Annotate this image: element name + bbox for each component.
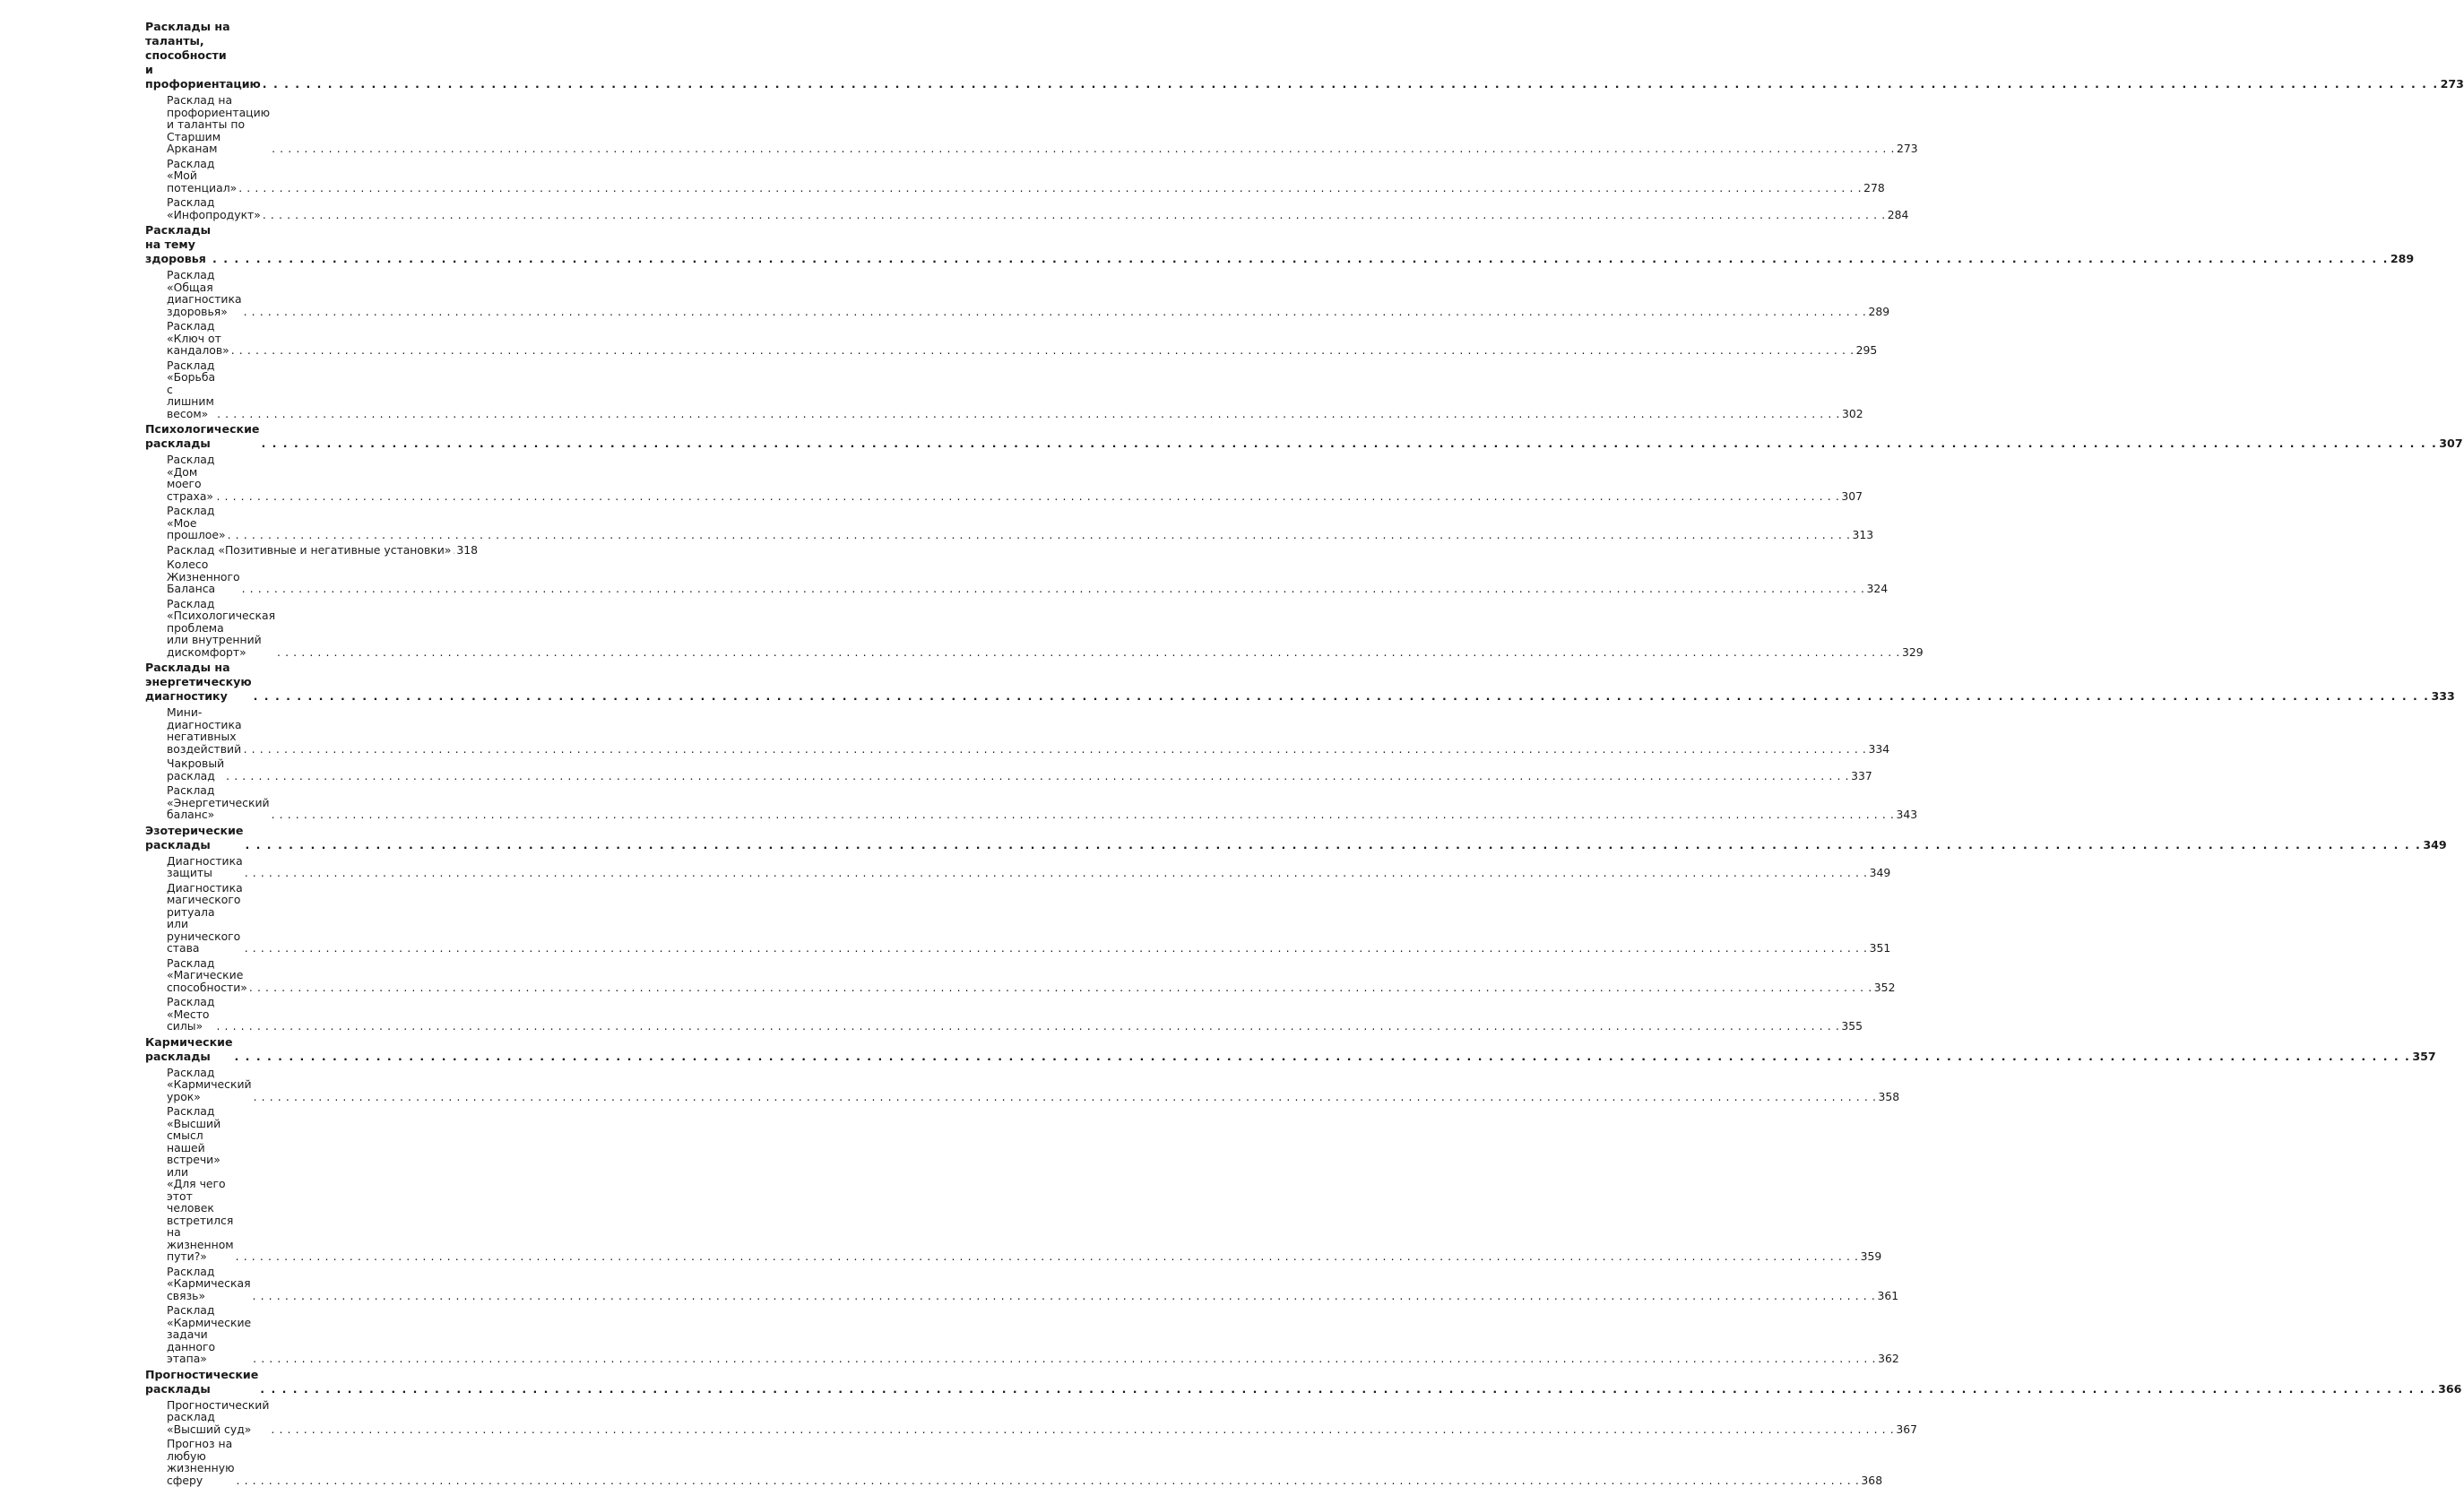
dot-leader: . . . . . . . . . . . . . . . . . . . . . . . . . . . . . . . . . . . . . . . . . . . . . . . . . . . . . . . . . . . . . . . . . . . . . . . . . . . . . . . . . . . . . . . . . . . . . . . . . . . . . . . . . . . . . . . . . . . . . . . . . . . . . . . . . . . . . . . . . . . . . . . . . . . . . . . . . . . . . . . . . . . . . . . . . . . . . . . . . . . . . . . . . . . . . . . . . . . . . . . . [261,437,2438,450]
toc-entry [145,195,1909,221]
dot-leader: . . . . . . . . . . . . . . . . . . . . . . . . . . . . . . . . . . . . . . . . . . . . . . . . . . . . . . . . . . . . . . . . . . . . . . . . . . . . . . . . . . . . . . . . . . . . . . . . . . . . . . . . . . . . . . . . . . . . . . . . . . . . . . . . . . . . . . . . . . . . . . . . . . . . . . . . . . . . . . . . . . . . . . . . . . . . . . . . . . . . . . . . . . . . . . . . . . . . . . . . [245,837,2422,852]
toc-entry [145,504,1874,541]
toc-entry-page-number: 273 [1897,142,1918,155]
toc-entry [145,453,1863,503]
dot-leader: . . . . . . . . . . . . . . . . . . . . . . . . . . . . . . . . . . . . . . . . . . . . . . . . . . . . . . . . . . . . . . . . . . . . . . . . . . . . . . . . . . . . . . . . . . . . . . . . . . . . . . . . . . . . . . . . . . . . . . . . . . . . . . . . . . . . . . . . . . . . . . . . . . . . . . . . . . . . . . . . . . . . . . . . . . . . . . . . . . . . . . . . . . . . . . . . . . . . . . . . [234,1049,2411,1063]
dot-leader: . . . . . . . . . . . . . . . . . . . . . . . . . . . . . . . . . . . . . . . . . . . . . . . . . . . . . . . . . . . . . . . . . . . . . . . . . . . . . . . . . . . . . . . . . . . . . . . . . . . . . . . . . . . . . . . . . . . . . . . . . . . . . . . . . . . . . . . . . . . . . . . . . . . . . . . . . . . . . . . . . . . . . . . . . . . . . . . . . . . . . . . . . . . . . . . . . . . . . . . . [271,808,1895,821]
toc-entry-title: Прогностический расклад «Высший суд» [167,1397,270,1436]
toc-section-heading [145,823,2447,852]
toc-entry-page-number: 324 [1866,582,1889,595]
toc-entry [145,955,1896,994]
toc-entry [145,995,1863,1033]
toc-entry [145,358,1863,420]
dot-leader: . . . . . . . . . . . . . . . . . . . . . . . . . . . . . . . . . . . . . . . . . . . . . . . . . . . . . . . . . . . . . . . . . . . . . . . . . . . . . . . . . . . . . . . . . . . . . . . . . . . . . . . . . . . . . . . . . . . . . . . . . . . . . . . . . . . . . . . . . . . . . . . . . . . . . . . . . . . . . . . . . . . . . . . . . . . . . . . . . . . . . . . . . . . . . . . . . . . . . . . . [253,1089,1877,1103]
dot-leader: . . . . . . . . . . . . . . . . . . . . . . . . . . . . . . . . . . . . . . . . . . . . . . . . . . . . . . . . . . . . . . . . . . . . . . . . . . . . . . . . . . . . . . . . . . . . . . . . . . . . . . . . . . . . . . . . . . . . . . . . . . . . . . . . . . . . . . . . . . . . . . . . . . . . . . . . . . . . . . . . . . . . . . . . . . . . . . . . . . . . . . . . . . . . . . . . . . . . . . . . [243,304,1867,318]
toc-entry-title: Расклад «Психологическая проблема или внутренний дискомфорт» [167,596,276,659]
toc-entry [145,705,1890,756]
toc-section-heading-page-number: 349 [2423,837,2447,852]
toc-entry [145,880,1891,955]
toc-entry-title: Расклад «Мое прошлое» [167,504,226,541]
toc-section-heading-page-number: 366 [2438,1381,2462,1396]
toc-entry-title: Расклад «Позитивные и негативные установки» [167,542,452,557]
toc-entry-title: Расклад «Высший смысл нашей встречи» или «Для чего этот человек встретился на жизненном пути?» [167,1104,234,1263]
toc-entry [145,544,478,557]
toc-section-heading-page-number: 307 [2439,437,2463,450]
toc-entry-title: Расклад «Мой потенциал» [167,156,238,195]
toc-section-heading-title: Прогностические расклады [145,1367,259,1396]
toc-entry-title: Расклад на профориентацию и таланты по Старшим Арканам [167,93,271,155]
dot-leader: . . . . . . . . . . . . . . . . . . . . . . . . . . . . . . . . . . . . . . . . . . . . . . . . . . . . . . . . . . . . . . . . . . . . . . . . . . . . . . . . . . . . . . . . . . . . . . . . . . . . . . . . . . . . . . . . . . . . . . . . . . . . . . . . . . . . . . . . . . . . . . . . . . . . . . . . . . . . . . . . . . . . . . . . . . . . . . . . . . . . . . . . . . . . . . . . . . . . . . . . [272,142,1896,155]
dot-leader: . . . . . . . . . . . . . . . . . . . . . . . . . . . . . . . . . . . . . . . . . . . . . . . . . . . . . . . . . . . . . . . . . . . . . . . . . . . . . . . . . . . . . . . . . . . . . . . . . . . . . . . . . . . . . . . . . . . . . . . . . . . . . . . . . . . . . . . . . . . . . . . . . . . . . . . . . . . . . . . . . . . . . . . . . . . . . . . . . . . . . . . . . . . . . . . . . . . . . . . . [253,1352,1877,1365]
dot-leader: . . . . . . . . . . . . . . . . . . . . . . . . . . . . . . . . . . . . . . . . . . . . . . . . . . . . . . . . . . . . . . . . . . . . . . . . . . . . . . . . . . . . . . . . . . . . . . . . . . . . . . . . . . . . . . . . . . . . . . . . . . . . . . . . . . . . . . . . . . . . . . . . . . . . . . . . . . . . . . . . . . . . . . . . . . . . . . . . . . . . . . . . . . . . . . . . . . . . . . . . [260,1381,2437,1396]
toc-section-heading [145,661,2455,704]
toc-section-heading [145,1367,2462,1396]
toc-entry-page-number: 278 [1863,180,1885,195]
toc-entry-title: Расклад «Кармические задачи данного этапа» [167,1303,252,1365]
toc-entry [145,1264,1899,1302]
dot-leader: . . . . . . . . . . . . . . . . . . . . . . . . . . . . . . . . . . . . . . . . . . . . . . . . . . . . . . . . . . . . . . . . . . . . . . . . . . . . . . . . . . . . . . . . . . . . . . . . . . . . . . . . . . . . . . . . . . . . . . . . . . . . . . . . . . . . . . . . . . . . . . . . . . . . . . . . . . . . . . . . . . . . . . . . . . . . . . . . . . . . . . . . . . . . . . . . . . . . . . . . [248,980,1872,994]
toc-entry [145,1104,1882,1263]
dot-leader: . . . . . . . . . . . . . . . . . . . . . . . . . . . . . . . . . . . . . . . . . . . . . . . . . . . . . . . . . . . . . . . . . . . . . . . . . . . . . . . . . . . . . . . . . . . . . . . . . . . . . . . . . . . . . . . . . . . . . . . . . . . . . . . . . . . . . . . . . . . . . . . . . . . . . . . . . . . . . . . . . . . . . . . . . . . . . . . . . . . . . . . . . . . . . . . . . . . . . . . . [230,343,1854,357]
table-of-contents [145,20,2464,1487]
toc-entry [145,1397,1917,1436]
toc-entry-title: Колесо Жизненного Баланса [167,558,240,595]
toc-section-heading [145,1034,2436,1064]
toc-entry-title: Расклад «Место силы» [167,995,215,1033]
dot-leader: . . . . . . . . . . . . . . . . . . . . . . . . . . . . . . . . . . . . . . . . . . . . . . . . . . . . . . . . . . . . . . . . . . . . . . . . . . . . . . . . . . . . . . . . . . . . . . . . . . . . . . . . . . . . . . . . . . . . . . . . . . . . . . . . . . . . . . . . . . . . . . . . . . . . . . . . . . . . . . . . . . . . . . . . . . . . . . . . . . . . . . . . . . . . . . . . . . . . . . . . [271,1422,1895,1436]
toc-entry-title: Чакровый расклад [167,756,225,782]
dot-leader: . . . . . . . . . . . . . . . . . . . . . . . . . . . . . . . . . . . . . . . . . . . . . . . . . . . . . . . . . . . . . . . . . . . . . . . . . . . . . . . . . . . . . . . . . . . . . . . . . . . . . . . . . . . . . . . . . . . . . . . . . . . . . . . . . . . . . . . . . . . . . . . . . . . . . . . . . . . . . . . . . . . . . . . . . . . . . . . . . . . . . . . . . . . . . . . . . . . . . . . . [235,1249,1859,1263]
dot-leader [453,544,454,557]
toc-section-heading-page-number: 289 [2390,252,2415,265]
toc-entry-title: Расклад «Дом моего страха» [167,453,215,503]
dot-leader: . . . . . . . . . . . . . . . . . . . . . . . . . . . . . . . . . . . . . . . . . . . . . . . . . . . . . . . . . . . . . . . . . . . . . . . . . . . . . . . . . . . . . . . . . . . . . . . . . . . . . . . . . . . . . . . . . . . . . . . . . . . . . . . . . . . . . . . . . . . . . . . . . . . . . . . . . . . . . . . . . . . . . . . . . . . . . . . . . . . . . . . . . . . . . . . . . . . . . . . . [253,689,2430,703]
toc-entry [145,596,1924,659]
toc-entry-page-number: 351 [1869,941,1891,955]
toc-entry-page-number: 329 [1901,644,1924,659]
toc-entry-page-number: 337 [1851,768,1872,782]
toc-entry-title: Мини-диагностика негативных воздействий [167,705,242,756]
dot-leader: . . . . . . . . . . . . . . . . . . . . . . . . . . . . . . . . . . . . . . . . . . . . . . . . . . . . . . . . . . . . . . . . . . . . . . . . . . . . . . . . . . . . . . . . . . . . . . . . . . . . . . . . . . . . . . . . . . . . . . . . . . . . . . . . . . . . . . . . . . . . . . . . . . . . . . . . . . . . . . . . . . . . . . . . . . . . . . . . . . . . . . . . . . . . . . . . . . . . . . . . [252,1288,1876,1302]
toc-entry-page-number: 368 [1861,1473,1883,1487]
dot-leader: . . . . . . . . . . . . . . . . . . . . . . . . . . . . . . . . . . . . . . . . . . . . . . . . . . . . . . . . . . . . . . . . . . . . . . . . . . . . . . . . . . . . . . . . . . . . . . . . . . . . . . . . . . . . . . . . . . . . . . . . . . . . . . . . . . . . . . . . . . . . . . . . . . . . . . . . . . . . . . . . . . . . . . . . . . . . . . . . . . . . . . . . . . . . . . . . . . . . . . . . [238,180,1863,195]
toc-entry [145,319,1878,357]
toc-entry [145,1303,1899,1365]
toc-entry-title: Расклад «Инфопродукт» [167,195,261,221]
toc-entry [145,156,1885,195]
toc-section-heading-page-number: 357 [2412,1049,2436,1063]
toc-entry-page-number: 302 [1841,406,1863,420]
toc-entry-title: Расклад «Ключ от кандалов» [167,319,229,357]
toc-entry [145,558,1889,595]
toc-entry-title: Расклад «Кармический урок» [167,1065,252,1103]
dot-leader: . . . . . . . . . . . . . . . . . . . . . . . . . . . . . . . . . . . . . . . . . . . . . . . . . . . . . . . . . . . . . . . . . . . . . . . . . . . . . . . . . . . . . . . . . . . . . . . . . . . . . . . . . . . . . . . . . . . . . . . . . . . . . . . . . . . . . . . . . . . . . . . . . . . . . . . . . . . . . . . . . . . . . . . . . . . . . . . . . . . . . . . . . . . . . . . . . . . . . . . . [236,1473,1860,1487]
toc-section-heading-title: Расклады на энергетическую диагностику [145,661,252,703]
dot-leader: . . . . . . . . . . . . . . . . . . . . . . . . . . . . . . . . . . . . . . . . . . . . . . . . . . . . . . . . . . . . . . . . . . . . . . . . . . . . . . . . . . . . . . . . . . . . . . . . . . . . . . . . . . . . . . . . . . . . . . . . . . . . . . . . . . . . . . . . . . . . . . . . . . . . . . . . . . . . . . . . . . . . . . . . . . . . . . . . . . . . . . . . . . . . . . . . . . . . . . . . [262,77,2439,91]
toc-entry-page-number: 313 [1852,528,1874,541]
dot-leader: . . . . . . . . . . . . . . . . . . . . . . . . . . . . . . . . . . . . . . . . . . . . . . . . . . . . . . . . . . . . . . . . . . . . . . . . . . . . . . . . . . . . . . . . . . . . . . . . . . . . . . . . . . . . . . . . . . . . . . . . . . . . . . . . . . . . . . . . . . . . . . . . . . . . . . . . . . . . . . . . . . . . . . . . . . . . . . . . . . . . . . . . . . . . . . . . . . . . . . . . [262,207,1886,221]
dot-leader: . . . . . . . . . . . . . . . . . . . . . . . . . . . . . . . . . . . . . . . . . . . . . . . . . . . . . . . . . . . . . . . . . . . . . . . . . . . . . . . . . . . . . . . . . . . . . . . . . . . . . . . . . . . . . . . . . . . . . . . . . . . . . . . . . . . . . . . . . . . . . . . . . . . . . . . . . . . . . . . . . . . . . . . . . . . . . . . . . . . . . . . . . . . . . . . . . . . . . . . . [244,866,1868,879]
toc-entry-page-number: 352 [1873,980,1896,994]
toc-entry-page-number: 355 [1841,1019,1863,1033]
dot-leader: . . . . . . . . . . . . . . . . . . . . . . . . . . . . . . . . . . . . . . . . . . . . . . . . . . . . . . . . . . . . . . . . . . . . . . . . . . . . . . . . . . . . . . . . . . . . . . . . . . . . . . . . . . . . . . . . . . . . . . . . . . . . . . . . . . . . . . . . . . . . . . . . . . . . . . . . . . . . . . . . . . . . . . . . . . . . . . . . . . . . . . . . . . . . . . . . . . . . . . . . [277,644,1900,659]
toc-entry-page-number: 307 [1841,488,1863,503]
dot-leader: . . . . . . . . . . . . . . . . . . . . . . . . . . . . . . . . . . . . . . . . . . . . . . . . . . . . . . . . . . . . . . . . . . . . . . . . . . . . . . . . . . . . . . . . . . . . . . . . . . . . . . . . . . . . . . . . . . . . . . . . . . . . . . . . . . . . . . . . . . . . . . . . . . . . . . . . . . . . . . . . . . . . . . . . . . . . . . . . . . . . . . . . . . . . . . . . . . . . . . . . [244,941,1868,955]
toc-entry-page-number: 284 [1887,207,1909,221]
toc-section-heading-title: Кармические расклады [145,1034,233,1063]
dot-leader: . . . . . . . . . . . . . . . . . . . . . . . . . . . . . . . . . . . . . . . . . . . . . . . . . . . . . . . . . . . . . . . . . . . . . . . . . . . . . . . . . . . . . . . . . . . . . . . . . . . . . . . . . . . . . . . . . . . . . . . . . . . . . . . . . . . . . . . . . . . . . . . . . . . . . . . . . . . . . . . . . . . . . . . . . . . . . . . . . . . . . . . . . . . . . . . . . . . . . . . . [226,768,1850,782]
toc-entry-page-number: 359 [1860,1249,1882,1263]
toc-entry-page-number: 318 [456,542,478,557]
toc-entry [145,93,1918,155]
toc-entry-page-number: 349 [1869,866,1891,879]
toc-section-heading-title: Расклады на таланты, способности и профориентацию [145,20,261,91]
toc-entry-page-number: 343 [1896,808,1918,821]
toc-section-heading-title: Психологические расклады [145,422,260,450]
toc-entry [145,1065,1900,1103]
toc-section-heading [145,223,2415,266]
toc-section-heading [145,20,2464,91]
toc-entry [145,853,1891,879]
toc-entry-page-number: 295 [1855,343,1878,357]
toc-entry-page-number: 367 [1896,1422,1917,1436]
dot-leader: . . . . . . . . . . . . . . . . . . . . . . . . . . . . . . . . . . . . . . . . . . . . . . . . . . . . . . . . . . . . . . . . . . . . . . . . . . . . . . . . . . . . . . . . . . . . . . . . . . . . . . . . . . . . . . . . . . . . . . . . . . . . . . . . . . . . . . . . . . . . . . . . . . . . . . . . . . . . . . . . . . . . . . . . . . . . . . . . . . . . . . . . . . . . . . . . . . . . . . . . [216,1019,1840,1033]
toc-entry-title: Диагностика защиты [167,853,243,879]
toc-entry-title: Расклад «Энергетический баланс» [167,783,270,821]
toc-entry-title: Прогноз на любую жизненную сферу [167,1437,235,1487]
toc-section-heading-title: Эзотерические расклады [145,823,244,852]
toc-entry-page-number: 362 [1878,1352,1899,1365]
toc-entry-page-number: 358 [1878,1089,1900,1103]
toc-entry-title: Диагностика магического ритуала или рунического става [167,880,243,955]
toc-entry-page-number: 289 [1868,304,1890,318]
toc-section-heading-title: Расклады на тему здоровья [145,223,212,265]
dot-leader: . . . . . . . . . . . . . . . . . . . . . . . . . . . . . . . . . . . . . . . . . . . . . . . . . . . . . . . . . . . . . . . . . . . . . . . . . . . . . . . . . . . . . . . . . . . . . . . . . . . . . . . . . . . . . . . . . . . . . . . . . . . . . . . . . . . . . . . . . . . . . . . . . . . . . . . . . . . . . . . . . . . . . . . . . . . . . . . . . . . . . . . . . . . . . . . . . . . . . . . . [217,406,1840,420]
toc-section-heading [145,422,2463,451]
toc-entry-title: Расклад «Кармическая связь» [167,1264,251,1302]
dot-leader: . . . . . . . . . . . . . . . . . . . . . . . . . . . . . . . . . . . . . . . . . . . . . . . . . . . . . . . . . . . . . . . . . . . . . . . . . . . . . . . . . . . . . . . . . . . . . . . . . . . . . . . . . . . . . . . . . . . . . . . . . . . . . . . . . . . . . . . . . . . . . . . . . . . . . . . . . . . . . . . . . . . . . . . . . . . . . . . . . . . . . . . . . . . . . . . . . . . . . . . . [241,582,1865,595]
toc-entry-page-number: 334 [1868,741,1890,756]
toc-entry [145,756,1872,782]
dot-leader: . . . . . . . . . . . . . . . . . . . . . . . . . . . . . . . . . . . . . . . . . . . . . . . . . . . . . . . . . . . . . . . . . . . . . . . . . . . . . . . . . . . . . . . . . . . . . . . . . . . . . . . . . . . . . . . . . . . . . . . . . . . . . . . . . . . . . . . . . . . . . . . . . . . . . . . . . . . . . . . . . . . . . . . . . . . . . . . . . . . . . . . . . . . . . . . . . . . . . . . . [212,252,2389,265]
toc-entry [145,783,1918,821]
toc-entry-title: Расклад «Борьба с лишним весом» [167,358,216,420]
toc-entry-title: Расклад «Общая диагностика здоровья» [167,268,242,318]
dot-leader: . . . . . . . . . . . . . . . . . . . . . . . . . . . . . . . . . . . . . . . . . . . . . . . . . . . . . . . . . . . . . . . . . . . . . . . . . . . . . . . . . . . . . . . . . . . . . . . . . . . . . . . . . . . . . . . . . . . . . . . . . . . . . . . . . . . . . . . . . . . . . . . . . . . . . . . . . . . . . . . . . . . . . . . . . . . . . . . . . . . . . . . . . . . . . . . . . . . . . . . . [227,528,1851,541]
toc-entry-title: Расклад «Магические способности» [167,955,247,994]
toc-section-heading-page-number: 333 [2431,689,2455,703]
toc-section-heading-page-number: 273 [2440,77,2464,91]
dot-leader: . . . . . . . . . . . . . . . . . . . . . . . . . . . . . . . . . . . . . . . . . . . . . . . . . . . . . . . . . . . . . . . . . . . . . . . . . . . . . . . . . . . . . . . . . . . . . . . . . . . . . . . . . . . . . . . . . . . . . . . . . . . . . . . . . . . . . . . . . . . . . . . . . . . . . . . . . . . . . . . . . . . . . . . . . . . . . . . . . . . . . . . . . . . . . . . . . . . . . . . . [216,488,1840,503]
toc-entry [145,1437,1883,1487]
toc-entry [145,268,1890,318]
dot-leader: . . . . . . . . . . . . . . . . . . . . . . . . . . . . . . . . . . . . . . . . . . . . . . . . . . . . . . . . . . . . . . . . . . . . . . . . . . . . . . . . . . . . . . . . . . . . . . . . . . . . . . . . . . . . . . . . . . . . . . . . . . . . . . . . . . . . . . . . . . . . . . . . . . . . . . . . . . . . . . . . . . . . . . . . . . . . . . . . . . . . . . . . . . . . . . . . . . . . . . . . [243,741,1867,756]
toc-entry-page-number: 361 [1877,1288,1899,1302]
